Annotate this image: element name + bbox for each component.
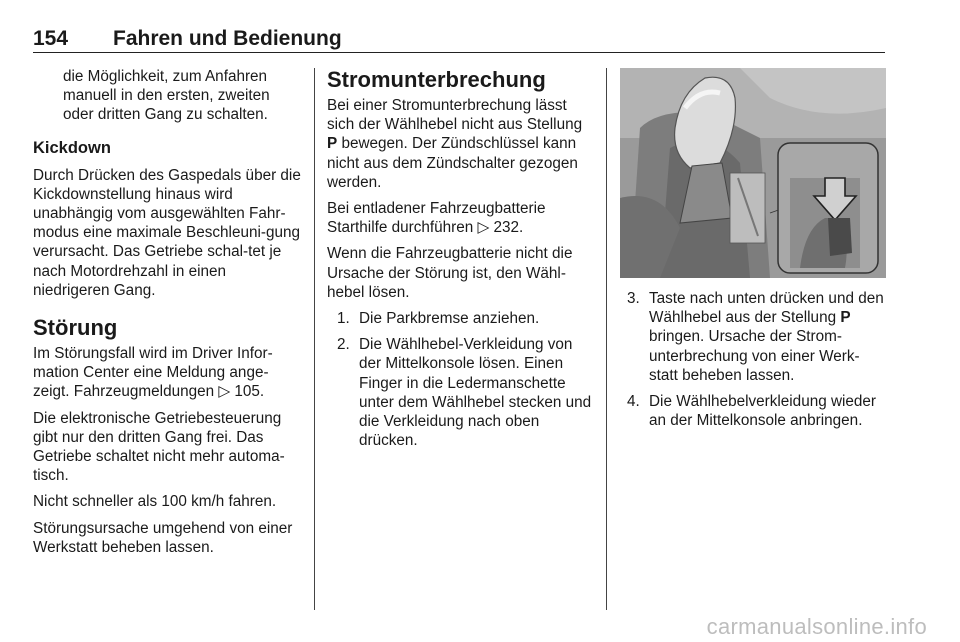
reference-arrow-icon: ▷	[218, 383, 231, 401]
column-divider-2	[606, 68, 607, 610]
page-number: 154	[33, 27, 69, 50]
strom-paragraph-1	[327, 96, 592, 192]
list-item	[627, 392, 887, 430]
step-text: Die Wählhebel-Verkleidung von der Mittelkonsole lösen. Einen Finger in die Ledermanschette unter dem Wählhebel stecken und die Verkleidung nach oben drücken.	[359, 336, 592, 450]
steps-list-continued	[627, 289, 887, 430]
column-divider-1	[314, 68, 315, 610]
page-reference[interactable]: 232.	[493, 219, 524, 237]
column-right	[627, 289, 887, 437]
kickdown-heading: Kickdown	[33, 138, 111, 157]
column-middle	[327, 67, 592, 457]
stoerung-paragraph-2: Die elektronische Getriebesteuerung gibt nur den dritten Gang frei. Das Getriebe schaltet nicht mehr automa-tisch.	[33, 409, 285, 485]
kickdown-paragraph: Durch Drücken des Gaspedals über die Kickdownstellung hinaus wird unabhängig vom ausgewählten Fahr-modus eine maximale Beschleuni-gung verursacht. Das Getriebe schal-tet je nach Motordrehzahl in einen niedrigeren Gang.	[33, 166, 301, 299]
intro-paragraph: die Möglichkeit, zum Anfahren manuell in den ersten, zweiten oder dritten Gang zu schalten.	[63, 68, 270, 124]
watermark: carmanualsonline.info	[706, 614, 927, 639]
step-number: 3.	[627, 290, 640, 307]
strom-paragraph-2	[327, 199, 592, 237]
strom-p2-text: Bei entladener Fahrzeugbatterie Starthilfe durchführen	[327, 200, 546, 237]
list-item	[337, 309, 592, 328]
stoerung-heading: Störung	[33, 315, 118, 341]
strom-p1-text-b: bewegen. Der Zündschlüssel kann nicht aus dem Zündschalter gezogen werden.	[327, 135, 578, 191]
strom-p1-text-a: Bei einer Stromunterbrechung lässt sich der Wählhebel nicht aus Stellung	[327, 97, 583, 134]
column-left	[33, 67, 301, 557]
strom-paragraph-3: Wenn die Fahrzeugbatterie nicht die Ursache der Störung ist, den Wähl-hebel lösen.	[327, 245, 573, 301]
stoerung-p1-text: Im Störungsfall wird im Driver Infor-mation Center eine Meldung ange-zeigt. Fahrzeugmeldungen	[33, 345, 273, 401]
gear-position-p: P	[327, 135, 338, 153]
stoerung-paragraph-4: Störungsursache umgehend von einer Werkstatt beheben lassen.	[33, 519, 293, 556]
reference-arrow-icon: ▷	[477, 219, 490, 237]
list-item	[337, 335, 592, 450]
step-number: 4.	[627, 393, 640, 411]
step-number: 1.	[337, 310, 350, 328]
gear-position-p: P	[840, 309, 851, 327]
steps-list	[327, 309, 592, 450]
step-text: Die Parkbremse anziehen.	[359, 310, 540, 328]
stoerung-paragraph-3: Nicht schneller als 100 km/h fahren.	[33, 493, 277, 511]
step-text: Die Wählhebelverkleidung wieder an der Mittelkonsole anbringen.	[649, 393, 877, 430]
stromunterbrechung-heading: Stromunterbrechung	[327, 67, 546, 92]
page-reference[interactable]: 105.	[234, 383, 265, 401]
step-text: bringen. Ursache der Strom-unterbrechung von einer Werk-statt beheben lassen.	[649, 328, 860, 384]
step-number: 2.	[337, 336, 350, 354]
step-text: Taste nach unten drücken und den Wählhebel aus der Stellung	[649, 290, 884, 327]
chapter-title: Fahren und Bedienung	[113, 27, 342, 50]
gear-selector-illustration	[620, 68, 886, 278]
stoerung-paragraph-1	[33, 344, 301, 402]
page-header	[33, 26, 885, 53]
list-item	[627, 289, 887, 385]
